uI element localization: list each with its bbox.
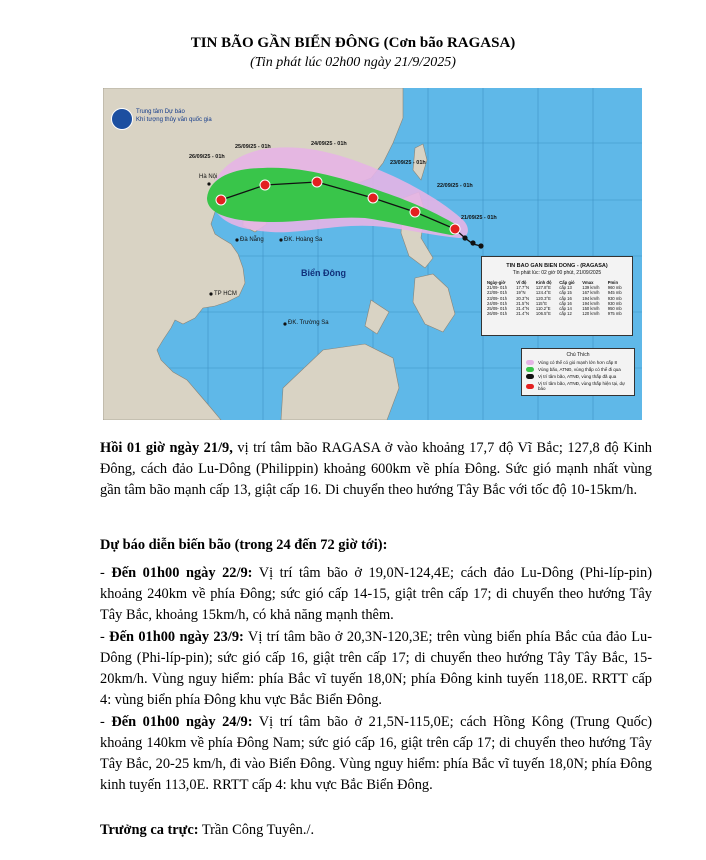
sea-label: Biển Đông <box>301 268 346 278</box>
date-label-25: 25/09/25 - 01h <box>235 144 271 150</box>
legend-item-label: Vùng bão, ATNĐ, vùng thấp có thể đi qua <box>538 367 621 372</box>
table-cell: 22/09- 01h <box>487 290 508 296</box>
forecast-text: Vị trí tâm bão ở 20,3N-120,3E; trên vùng biển phía Bắc của đảo Lu-Dông (Phi-líp-pin); sức gió cấp 16, giật trên cấp 17; di chuyển theo hướng Tây Tây Bắc, 15-20km/h. Vùng nguy hiểm: phía Bắc vĩ tuyến 18,0N; phía Đông kinh tuyến 118,0E. RRTT cấp 4: vùng biển phía Đông khu vực Bắc Biển Đông. <box>100 629 652 708</box>
forecast-heading: Dự báo diễn biến bão (trong 24 đến 72 giờ tới): <box>100 537 388 553</box>
agency-logo <box>111 108 133 130</box>
legend-swatch-forecast <box>526 384 534 389</box>
date-label-22: 22/09/25 - 01h <box>437 183 473 189</box>
table-cell: 975 mb <box>607 311 622 317</box>
table-header: Kinh độ <box>535 280 552 285</box>
legend-item-label: Vị trí tâm bão, ATNĐ, vùng thấp đã qua <box>538 374 617 379</box>
signature-line <box>100 820 652 841</box>
table-header: Ngày-giờ <box>487 280 506 285</box>
table-cell: 21.4°N <box>516 306 530 312</box>
legend-item-label: Vị trí tâm bão, ATNĐ, vùng thấp hiện tại, dự báo <box>538 381 625 391</box>
table-cell: 23/09- 01h <box>487 295 508 301</box>
table-cell: 26/09- 01h <box>487 311 508 317</box>
forecast-time: Đến 01h00 ngày 24/9: <box>111 714 253 730</box>
current-status-paragraph <box>100 438 652 501</box>
current-status-lead: Hồi 01 giờ ngày 21/9, <box>100 440 233 456</box>
forecast-item <box>100 712 652 796</box>
forecast-list <box>100 563 652 797</box>
forecast-time: Đến 01h00 ngày 23/9: <box>109 629 244 645</box>
table-cell: 950 mb <box>607 306 622 312</box>
legend-item <box>526 374 630 379</box>
table-cell: 24/09- 01h <box>487 300 508 306</box>
date-label-24: 24/09/25 - 01h <box>311 141 347 147</box>
table-cell: 17.7°N <box>516 285 530 291</box>
table-cell: 19°N <box>516 290 526 296</box>
legend-swatch-wind <box>526 360 534 365</box>
current-status-text: vị trí tâm bão RAGASA ở vào khoảng 17,7 độ Vĩ Bắc; 127,8 độ Kinh Đông, cách đảo Lu-Dông (Philippin) khoảng 600km về phía Đông. Sức gió mạnh nhất vùng gần tâm bão mạnh cấp 13, giật cấp 16. Di chuyển theo hướng Tây Bắc với tốc độ 10-15km/h. <box>100 440 652 498</box>
date-label-23: 23/09/25 - 01h <box>390 160 426 166</box>
table-cell: 930 mb <box>607 295 622 301</box>
legend-item-label: Vùng có thể có gió mạnh lớn hơn cấp 8 <box>538 360 617 365</box>
document-subtitle: (Tin phát lúc 02h00 ngày 21/9/2025) <box>250 55 456 70</box>
forecast-text: Vị trí tâm bão ở 21,5N-115,0E; cách Hồng Kông (Trung Quốc) khoảng 140km về phía Đông Nam; sức gió cấp 16, giật trên cấp 17; di chuyển theo hướng Tây Tây Bắc, 20-25 km/h, đi vào Biển Đông. Vùng nguy hiểm: phía Bắc vĩ tuyến 18,0N; phía Đông kinh tuyến 113,0E. RRTT cấp 4: khu vực Bắc Biển Đông. <box>100 714 653 793</box>
table-cell: 120.3°E <box>535 295 551 301</box>
signature-name: Trần Công Tuyên./. <box>198 822 315 838</box>
table-cell: 21.4°N <box>516 311 530 317</box>
table-cell: cấp 15 <box>559 290 572 296</box>
table-cell: 124.4°E <box>535 290 551 296</box>
table-cell: 115°E <box>535 300 548 306</box>
signature-label: Trưởng ca trực: <box>100 822 199 838</box>
table-header: Vĩ độ <box>516 280 527 285</box>
place-hcm: TP HCM <box>214 291 237 297</box>
table-header: Cấp gió <box>559 280 575 285</box>
table-cell: 110.2°E <box>535 306 551 312</box>
table-cell: 127.8°E <box>535 285 551 291</box>
forecast-bullet: - <box>100 629 110 645</box>
legend-item <box>526 381 630 391</box>
table-cell: cấp 16 <box>559 295 572 301</box>
forecast-info-box <box>481 256 633 336</box>
forecast-text: Vị trí tâm bão ở 19,0N-124,4E; cách đảo Lu-Dông (Phi-líp-pin) khoảng 240km về phía Đông; sức gió cấp 14-15, giật trên cấp 17; di chuyển theo hướng Tây Tây Bắc, khoảng 15km/h, có khả năng mạnh thêm. <box>100 565 652 623</box>
info-box-title: TIN BAO GAN BIEN DONG - (RAGASA) <box>506 263 608 269</box>
document-title: TIN BÃO GẦN BIỂN ĐÔNG (Cơn bão RAGASA) <box>190 35 516 51</box>
place-hanoi: Hà Nội <box>199 174 218 180</box>
legend-title: Chú Thích <box>566 352 590 358</box>
table-cell: 20.3°N <box>516 295 530 301</box>
table-cell: 106.5°E <box>535 311 551 317</box>
table-cell: 945 mb <box>607 290 622 296</box>
place-truongsa: ĐK. Trường Sa <box>288 320 329 326</box>
forecast-bullet: - <box>100 714 112 730</box>
legend-swatch-cone <box>526 367 534 372</box>
table-cell: cấp 13 <box>559 285 572 291</box>
date-label-26: 26/09/25 - 01h <box>189 154 225 160</box>
agency-name <box>136 108 212 124</box>
table-cell: 167 km/h <box>582 290 600 296</box>
table-cell: cấp 12 <box>559 311 572 317</box>
legend-item <box>526 367 630 372</box>
agency-name-line2: Khí tượng thủy văn quốc gia <box>136 117 212 123</box>
date-label-21: 21/09/25 - 01h <box>461 215 497 221</box>
table-cell: 21/09- 01h <box>487 285 508 291</box>
legend-swatch-past <box>526 374 534 379</box>
forecast-item <box>100 627 652 711</box>
agency-name-line1: Trung tâm Dự báo <box>136 109 185 115</box>
forecast-item <box>100 563 652 626</box>
table-cell: 150 km/h <box>582 306 600 312</box>
table-cell: cấp 14 <box>559 306 572 312</box>
place-danang: Đà Nẵng <box>240 237 264 243</box>
table-cell: 120 km/h <box>582 311 600 317</box>
table-cell: cấp 16 <box>559 300 572 306</box>
map-legend <box>521 348 635 396</box>
table-header: Pmin <box>607 280 619 285</box>
table-cell: 930 mb <box>607 300 622 306</box>
place-hoangsa: ĐK. Hoàng Sa <box>284 237 323 243</box>
forecast-table <box>486 280 628 316</box>
forecast-time: Đến 01h00 ngày 22/9: <box>111 565 253 581</box>
table-cell: 25/09- 01h <box>487 306 508 312</box>
info-box-issued: Tin phát lúc: 02 giờ 00 phút, 21/09/2025 <box>512 270 602 276</box>
legend-item <box>526 360 630 365</box>
table-row <box>486 311 628 316</box>
table-cell: 194 km/h <box>582 300 600 306</box>
table-header: Vmax <box>582 280 594 285</box>
forecast-bullet: - <box>100 565 112 581</box>
storm-track-map <box>103 88 642 420</box>
table-cell: 139 km/h <box>582 285 600 291</box>
table-cell: 960 mb <box>607 285 622 291</box>
table-cell: 194 km/h <box>582 295 600 301</box>
table-cell: 21.5°N <box>516 300 530 306</box>
